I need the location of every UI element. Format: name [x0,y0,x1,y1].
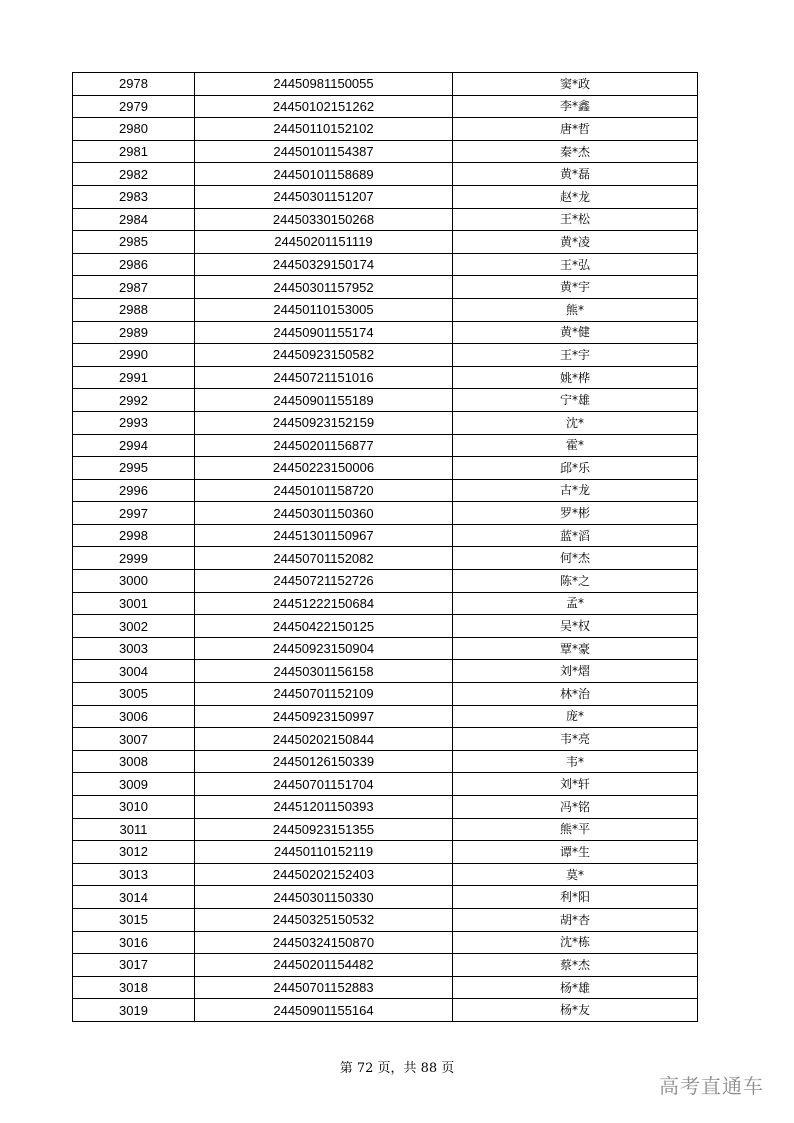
name-cell: 韦*亮 [453,728,698,751]
name-cell: 黄*宇 [453,276,698,299]
seq-cell: 2987 [73,276,195,299]
exam-id-cell: 24450101158720 [195,479,453,502]
name-cell: 蓝*滔 [453,524,698,547]
name-cell: 王*宇 [453,344,698,367]
exam-id-cell: 24450126150339 [195,750,453,773]
table-row [73,208,698,231]
seq-cell: 2983 [73,185,195,208]
seq-cell: 2991 [73,366,195,389]
exam-id-cell: 24451222150684 [195,592,453,615]
seq-cell: 3003 [73,637,195,660]
seq-cell: 3005 [73,683,195,706]
seq-cell: 3017 [73,954,195,977]
name-cell: 秦*杰 [453,140,698,163]
exam-id-cell: 24450301151207 [195,185,453,208]
name-cell: 何*杰 [453,547,698,570]
name-cell: 黄*凌 [453,231,698,254]
table-row [73,908,698,931]
name-cell: 罗*彬 [453,502,698,525]
exam-id-cell: 24450102151262 [195,95,453,118]
exam-id-cell: 24450981150055 [195,73,453,96]
exam-id-cell: 24450721152726 [195,570,453,593]
table-row [73,547,698,570]
seq-cell: 2984 [73,208,195,231]
table-row [73,863,698,886]
exam-id-cell: 24450301150330 [195,886,453,909]
table-row [73,705,698,728]
seq-cell: 3016 [73,931,195,954]
exam-id-cell: 24450301156158 [195,660,453,683]
exam-id-cell: 24450324150870 [195,931,453,954]
table-row [73,140,698,163]
name-cell: 孟* [453,592,698,615]
seq-cell: 3001 [73,592,195,615]
table-row [73,796,698,819]
exam-id-cell: 24450202152403 [195,863,453,886]
exam-id-cell: 24450901155164 [195,999,453,1022]
table-row [73,524,698,547]
table-row [73,344,698,367]
name-cell: 黄*健 [453,321,698,344]
table-row [73,276,698,299]
seq-cell: 3011 [73,818,195,841]
name-cell: 霍* [453,434,698,457]
exam-id-cell: 24450325150532 [195,908,453,931]
name-cell: 杨*雄 [453,976,698,999]
table-row [73,253,698,276]
seq-cell: 2978 [73,73,195,96]
exam-id-cell: 24450923150582 [195,344,453,367]
exam-id-cell: 24451201150393 [195,796,453,819]
seq-cell: 3010 [73,796,195,819]
seq-cell: 2989 [73,321,195,344]
table-row [73,231,698,254]
name-cell: 胡*杏 [453,908,698,931]
seq-cell: 2981 [73,140,195,163]
name-cell: 沈* [453,411,698,434]
exam-id-cell: 24450923152159 [195,411,453,434]
table-row [73,479,698,502]
seq-cell: 3006 [73,705,195,728]
seq-cell: 2998 [73,524,195,547]
seq-cell: 3018 [73,976,195,999]
seq-cell: 2980 [73,118,195,141]
exam-id-cell: 24450201154482 [195,954,453,977]
name-cell: 宁*雄 [453,389,698,412]
table-row [73,615,698,638]
name-cell: 窦*政 [453,73,698,96]
seq-cell: 2992 [73,389,195,412]
name-cell: 利*阳 [453,886,698,909]
name-cell: 韦* [453,750,698,773]
seq-cell: 3015 [73,908,195,931]
exam-id-cell: 24450701152109 [195,683,453,706]
name-cell: 沈*栋 [453,931,698,954]
exam-id-cell: 24450330150268 [195,208,453,231]
table-row [73,389,698,412]
page-number-footer: 第 72 页，共 88 页 [339,1061,455,1076]
seq-cell: 2990 [73,344,195,367]
seq-cell: 3009 [73,773,195,796]
table-row [73,457,698,480]
exam-id-cell: 24450721151016 [195,366,453,389]
exam-id-cell: 24450110153005 [195,298,453,321]
name-cell: 王*弘 [453,253,698,276]
seq-cell: 2996 [73,479,195,502]
table-row [73,841,698,864]
exam-id-cell: 24450701151704 [195,773,453,796]
table-row [73,931,698,954]
table-row [73,163,698,186]
table-row [73,434,698,457]
exam-id-cell: 24450901155174 [195,321,453,344]
name-cell: 赵*龙 [453,185,698,208]
exam-id-cell: 24450201156877 [195,434,453,457]
seq-cell: 3007 [73,728,195,751]
exam-id-cell: 24450901155189 [195,389,453,412]
table-row [73,321,698,344]
seq-cell: 3008 [73,750,195,773]
site-watermark: 高考直通车 [659,1074,764,1098]
seq-cell: 3019 [73,999,195,1022]
exam-id-cell: 24450301157952 [195,276,453,299]
exam-id-cell: 24450201151119 [195,231,453,254]
seq-cell: 2995 [73,457,195,480]
seq-cell: 3013 [73,863,195,886]
name-cell: 庞* [453,705,698,728]
exam-id-cell: 24450110152119 [195,841,453,864]
exam-id-cell: 24450301150360 [195,502,453,525]
exam-id-cell: 24450101158689 [195,163,453,186]
seq-cell: 3014 [73,886,195,909]
name-cell: 黄*磊 [453,163,698,186]
exam-id-cell: 24450923150904 [195,637,453,660]
seq-cell: 2999 [73,547,195,570]
name-cell: 姚*桦 [453,366,698,389]
table-row [73,570,698,593]
seq-cell: 2997 [73,502,195,525]
name-cell: 熊*平 [453,818,698,841]
name-cell: 莫* [453,863,698,886]
seq-cell: 2993 [73,411,195,434]
exam-id-cell: 24450701152082 [195,547,453,570]
table-row [73,886,698,909]
candidate-table [72,72,698,1022]
name-cell: 李*鑫 [453,95,698,118]
table-row [73,999,698,1022]
name-cell: 覃*豪 [453,637,698,660]
table-row [73,818,698,841]
name-cell: 古*龙 [453,479,698,502]
seq-cell: 3012 [73,841,195,864]
name-cell: 熊* [453,298,698,321]
exam-id-cell: 24451301150967 [195,524,453,547]
name-cell: 王*松 [453,208,698,231]
seq-cell: 2986 [73,253,195,276]
seq-cell: 2985 [73,231,195,254]
table-row [73,773,698,796]
exam-id-cell: 24450329150174 [195,253,453,276]
exam-id-cell: 24450701152883 [195,976,453,999]
table-row [73,750,698,773]
table-row [73,976,698,999]
name-cell: 林*治 [453,683,698,706]
name-cell: 邱*乐 [453,457,698,480]
seq-cell: 2982 [73,163,195,186]
seq-cell: 3002 [73,615,195,638]
seq-cell: 2994 [73,434,195,457]
exam-id-cell: 24450923151355 [195,818,453,841]
table-row [73,660,698,683]
table-row [73,366,698,389]
exam-id-cell: 24450110152102 [195,118,453,141]
seq-cell: 2979 [73,95,195,118]
table-row [73,95,698,118]
name-cell: 刘*熠 [453,660,698,683]
exam-id-cell: 24450101154387 [195,140,453,163]
table-row [73,954,698,977]
table-row [73,185,698,208]
table-row [73,592,698,615]
seq-cell: 2988 [73,298,195,321]
name-cell: 陈*之 [453,570,698,593]
name-cell: 唐*哲 [453,118,698,141]
seq-cell: 3000 [73,570,195,593]
exam-id-cell: 24450923150997 [195,705,453,728]
name-cell: 刘*轩 [453,773,698,796]
exam-id-cell: 24450202150844 [195,728,453,751]
exam-id-cell: 24450422150125 [195,615,453,638]
table-row [73,411,698,434]
table-row [73,73,698,96]
name-cell: 冯*铭 [453,796,698,819]
table-row [73,298,698,321]
name-cell: 谭*生 [453,841,698,864]
table-row [73,502,698,525]
name-cell: 蔡*杰 [453,954,698,977]
table-row [73,118,698,141]
exam-id-cell: 24450223150006 [195,457,453,480]
seq-cell: 3004 [73,660,195,683]
table-row [73,683,698,706]
table-row [73,728,698,751]
name-cell: 杨*友 [453,999,698,1022]
table-row [73,637,698,660]
table-body [73,73,698,1022]
name-cell: 吴*权 [453,615,698,638]
